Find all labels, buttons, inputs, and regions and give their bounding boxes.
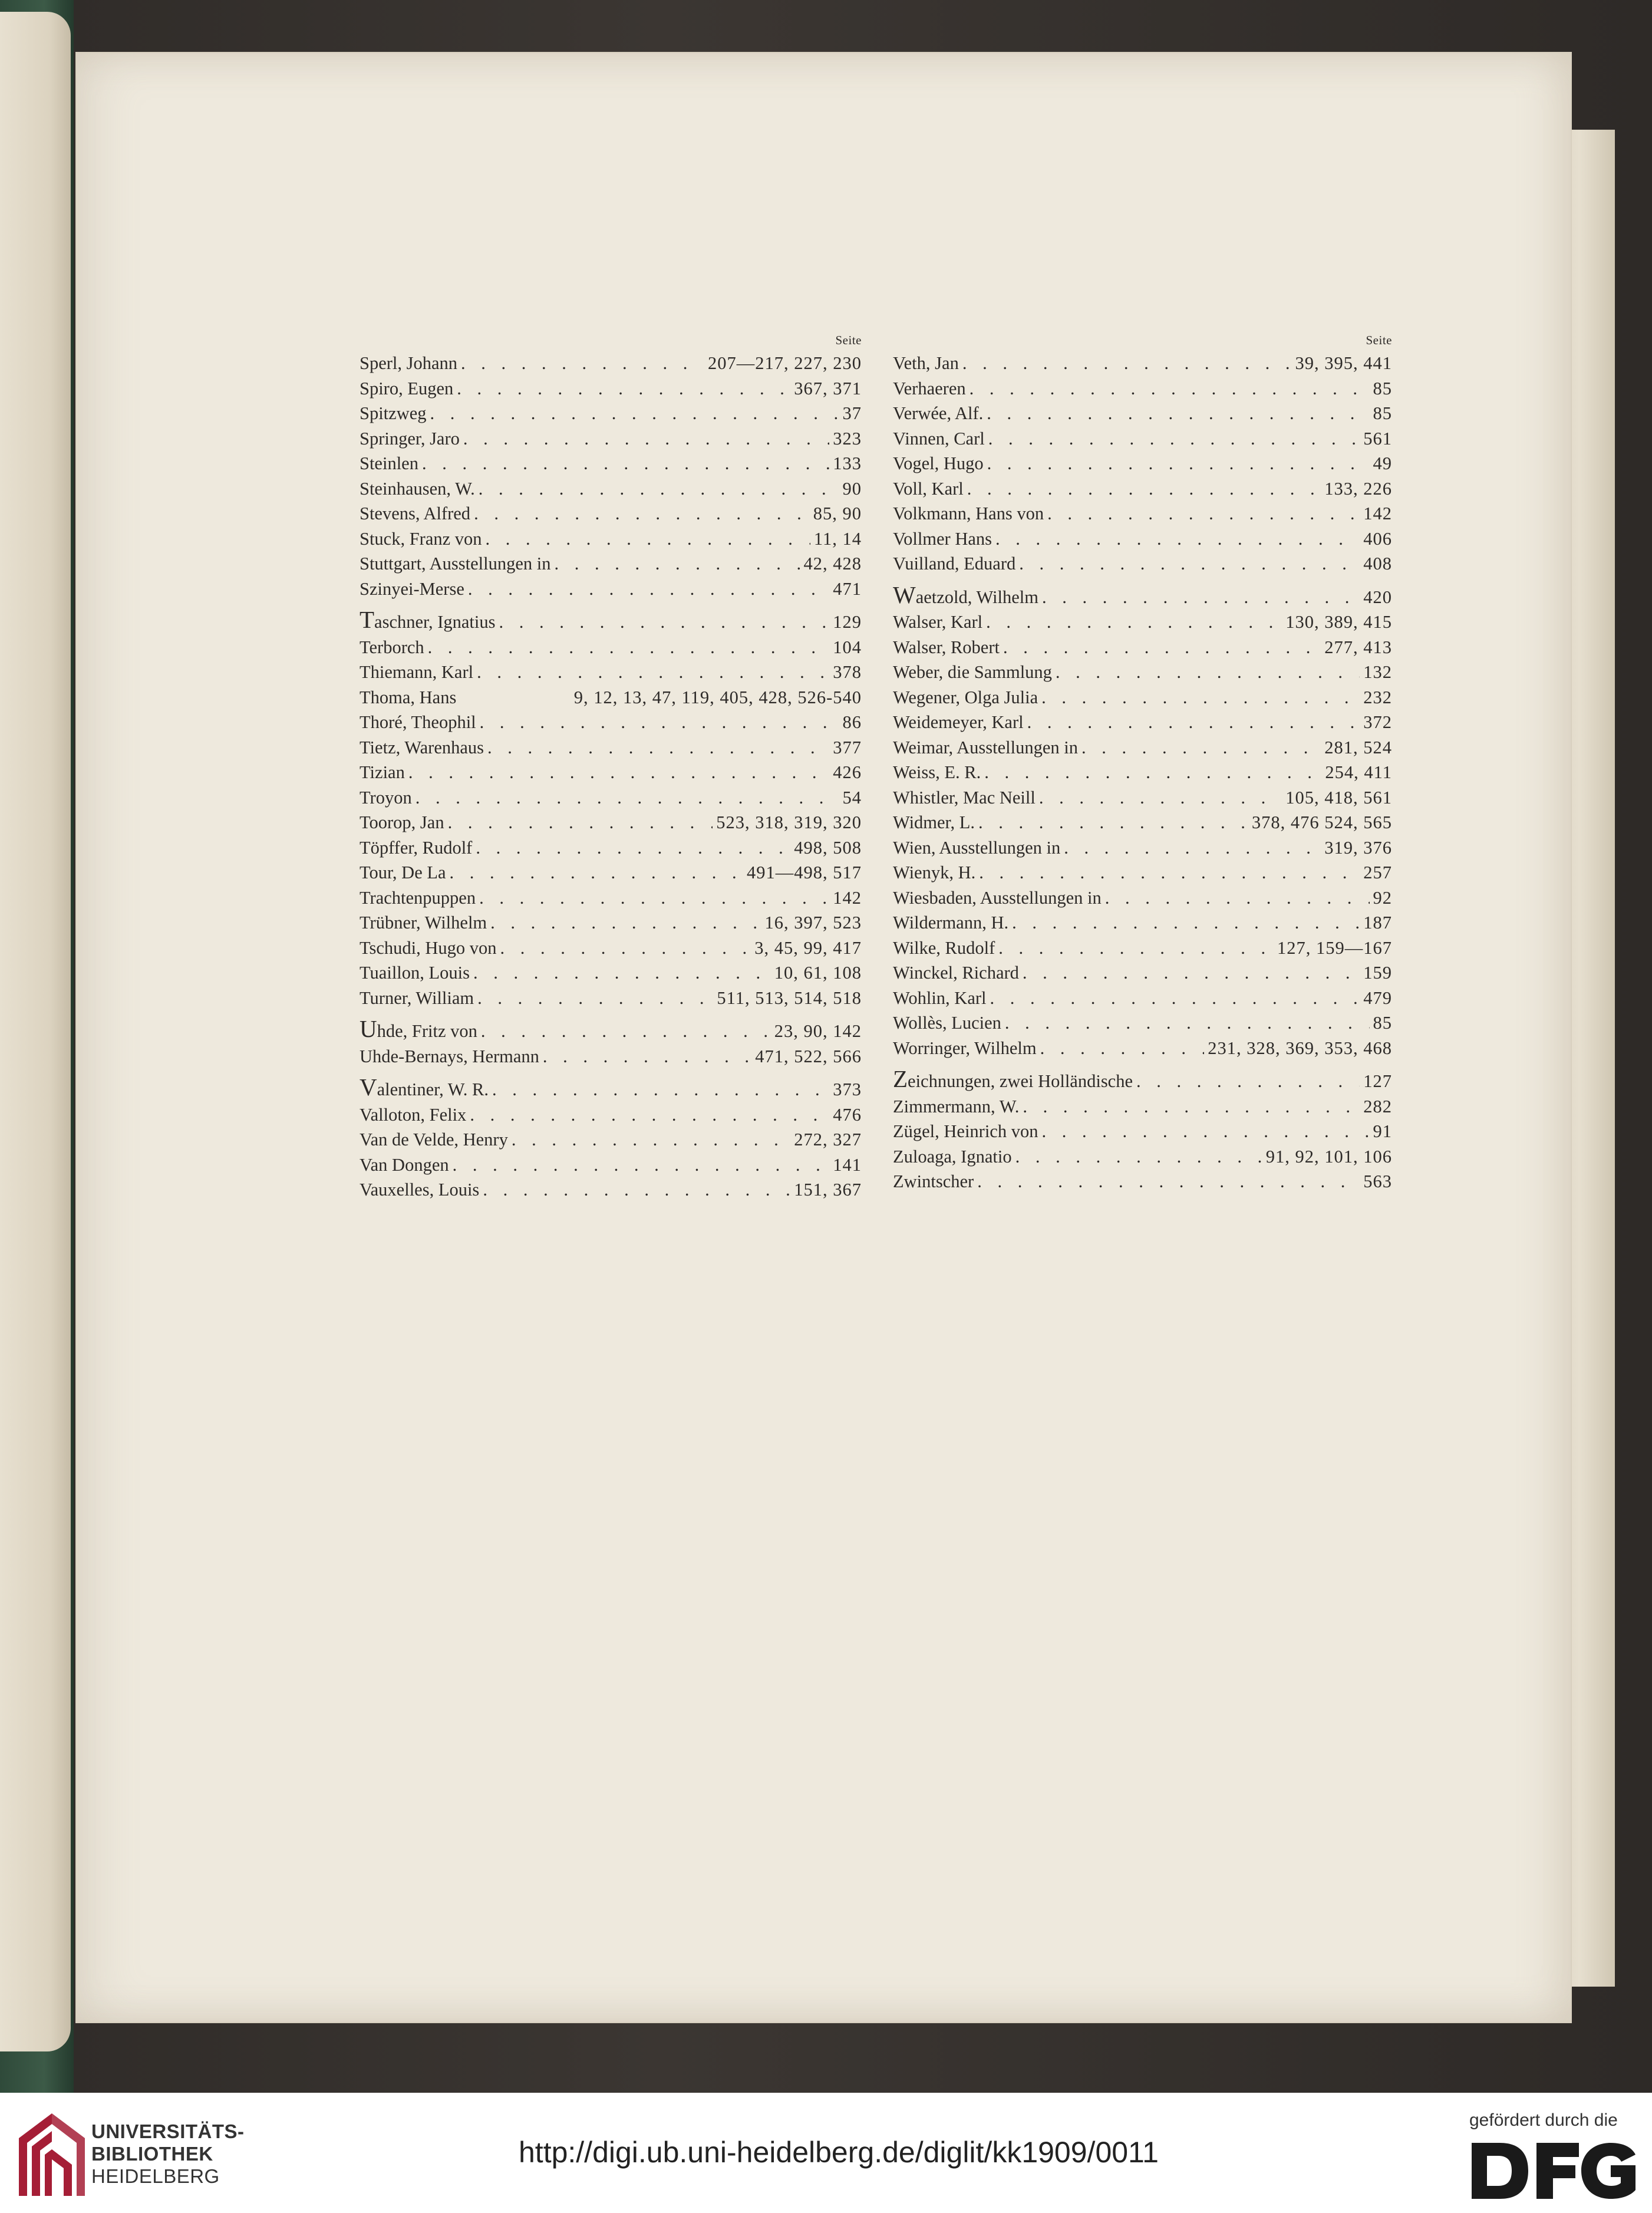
column-header-seite: Seite: [835, 333, 862, 347]
entry-pages: 282: [1363, 1096, 1392, 1117]
index-entry: [360, 1102, 862, 1128]
leader-dots: [468, 577, 829, 602]
index-entries-left: [360, 351, 862, 1203]
leader-dots: [1040, 1036, 1205, 1061]
leader-dots: [490, 910, 761, 936]
entry-name: [893, 581, 1038, 610]
entry-name-text: aetzold, Wilhelm: [915, 587, 1038, 607]
leader-dots: [481, 1019, 771, 1044]
index-entry: [360, 885, 862, 911]
entry-name: Vollmer Hans: [893, 528, 992, 549]
index-entry: [893, 635, 1392, 660]
entry-name: Thiemann, Karl: [360, 662, 474, 682]
entry-name: Valloton, Felix: [360, 1104, 467, 1125]
leader-dots: [978, 810, 1248, 835]
entry-pages: 151, 367: [794, 1180, 862, 1200]
leader-dots: [474, 501, 810, 526]
index-entry: [360, 710, 862, 735]
entry-pages: 406: [1363, 528, 1392, 549]
entry-name: Walser, Karl: [893, 612, 983, 632]
entry-name: Tschudi, Hugo von: [360, 937, 497, 958]
leader-dots: [479, 885, 829, 911]
index-entry: [360, 735, 862, 760]
section-initial: Z: [893, 1065, 908, 1092]
leader-dots: [998, 936, 1274, 961]
index-entry: [360, 986, 862, 1011]
library-name-line: HEIDELBERG: [91, 2165, 220, 2187]
entry-name: Spiro, Eugen: [360, 378, 454, 399]
entry-name: Walser, Robert: [893, 637, 1000, 657]
entry-pages: 129: [833, 612, 862, 632]
leader-dots: [500, 936, 751, 961]
index-entry: [893, 685, 1392, 710]
entry-name: Vogel, Hugo: [893, 453, 984, 473]
index-entry: [893, 986, 1392, 1011]
leader-dots: [990, 986, 1360, 1011]
index-entry: [360, 606, 862, 635]
entry-name: Weiss, E. R.: [893, 762, 981, 782]
entry-pages: 319, 376: [1324, 837, 1392, 858]
leader-dots: [987, 401, 1369, 426]
entry-pages: 367, 371: [794, 378, 862, 399]
entry-name: Stuck, Franz von: [360, 528, 482, 549]
entry-name: Stevens, Alfred: [360, 503, 471, 523]
leader-dots: [461, 351, 704, 376]
leader-dots: [1042, 585, 1360, 610]
entry-pages: 37: [842, 403, 862, 423]
entry-name: Zwintscher: [893, 1171, 974, 1191]
entry-name: Terborch: [360, 637, 424, 657]
entry-pages: 130, 389, 415: [1285, 612, 1392, 632]
leader-dots: [422, 451, 829, 476]
entry-pages: 257: [1363, 862, 1392, 882]
entry-pages: 10, 61, 108: [774, 963, 862, 983]
leader-dots: [448, 810, 713, 835]
index-entry: [893, 1065, 1392, 1094]
index-entry: [360, 476, 862, 502]
index-entry: [893, 910, 1392, 936]
index-entry: [360, 1152, 862, 1178]
entry-name: Zimmermann, W.: [893, 1096, 1020, 1117]
index-entry: [893, 526, 1392, 552]
entry-name: Voll, Karl: [893, 478, 964, 499]
entry-pages: 133: [833, 453, 862, 473]
entry-pages: 231, 328, 369, 353, 468: [1208, 1038, 1392, 1058]
index-entry: [893, 860, 1392, 885]
leader-dots: [476, 835, 790, 861]
entry-pages: 142: [833, 887, 862, 908]
leader-dots: [543, 1044, 751, 1069]
entry-name: Van Dongen: [360, 1154, 449, 1175]
index-entry: [360, 501, 862, 526]
entry-pages: 85: [1373, 378, 1392, 399]
index-entry: [360, 660, 862, 685]
entry-pages: 159: [1363, 963, 1392, 983]
leader-dots: [512, 1127, 790, 1152]
index-entry: [360, 451, 862, 476]
entry-name: Troyon: [360, 787, 412, 808]
index-entry: [893, 376, 1392, 401]
entry-pages: 16, 397, 523: [764, 913, 862, 933]
leader-dots: [1041, 685, 1360, 710]
entry-pages: 254, 411: [1325, 762, 1392, 782]
entry-name: Whistler, Mac Neill: [893, 787, 1036, 808]
index-entry: [360, 551, 862, 577]
index-entry: [893, 936, 1392, 961]
entry-name: Trachtenpuppen: [360, 887, 476, 908]
index-entry: [360, 835, 862, 861]
entry-name: Widmer, L.: [893, 812, 975, 832]
entry-pages: 91: [1373, 1121, 1392, 1141]
entry-pages: 90: [842, 478, 862, 499]
entry-name: Trübner, Wilhelm: [360, 913, 487, 933]
leader-dots: [1039, 785, 1282, 811]
index-entry: [893, 1010, 1392, 1036]
leader-dots: [450, 860, 743, 885]
entry-pages: 187: [1363, 913, 1392, 933]
entry-name: Töpffer, Rudolf: [360, 837, 473, 858]
leader-dots: [1015, 1144, 1262, 1170]
entry-name-text: hde, Fritz von: [377, 1021, 477, 1041]
leader-dots: [1027, 710, 1360, 735]
entry-name: Stuttgart, Ausstellungen in: [360, 554, 551, 574]
entry-pages: 272, 327: [794, 1129, 862, 1150]
entry-name: Veth, Jan: [893, 353, 959, 373]
index-entry: [360, 1073, 862, 1102]
leader-dots: [986, 610, 1282, 635]
index-entry: [360, 685, 862, 710]
entry-name: Weidemeyer, Karl: [893, 712, 1024, 732]
leader-dots: [970, 376, 1370, 401]
entry-pages: 281, 524: [1324, 737, 1392, 758]
entry-pages: 9, 12, 13, 47, 119, 405, 428, 526-540: [573, 687, 862, 707]
leader-dots: [463, 426, 829, 452]
entry-pages: 104: [833, 637, 862, 657]
section-initial: W: [893, 581, 916, 608]
entry-pages: 142: [1363, 503, 1392, 523]
entry-pages: 141: [833, 1154, 862, 1175]
leader-dots: [1064, 835, 1321, 861]
entry-pages: 42, 428: [803, 554, 862, 574]
index-entry: [360, 910, 862, 936]
entry-pages: 127, 159—167: [1277, 937, 1392, 958]
university-library-name: [91, 2120, 245, 2188]
entry-pages: 91, 92, 101, 106: [1265, 1146, 1392, 1167]
leader-dots: [967, 476, 1321, 502]
section-initial: T: [360, 606, 375, 633]
column-header-seite: Seite: [1366, 333, 1392, 347]
entry-name-text: alentiner, W. R.: [377, 1079, 489, 1099]
entry-name: Tuaillon, Louis: [360, 963, 470, 983]
entry-name: Worringer, Wilhelm: [893, 1038, 1037, 1058]
index-entry: [893, 426, 1392, 452]
index-column-left: [360, 333, 862, 1203]
index-entry: [893, 451, 1392, 476]
index-entries-right: [893, 351, 1392, 1194]
leader-dots: [479, 476, 839, 502]
leader-dots: [995, 526, 1360, 552]
entry-pages: 85: [1373, 403, 1392, 423]
leader-dots: [408, 760, 829, 785]
entry-pages: 85: [1373, 1013, 1392, 1033]
leader-dots: [1003, 635, 1321, 660]
index-entry: [360, 785, 862, 811]
entry-pages: 277, 413: [1324, 637, 1392, 657]
entry-pages: 523, 318, 319, 320: [716, 812, 862, 832]
index-entry: [360, 860, 862, 885]
index-entry: [360, 760, 862, 785]
index-entry: [360, 1177, 862, 1203]
index-entry: [893, 501, 1392, 526]
entry-name: Weimar, Ausstellungen in: [893, 737, 1078, 758]
index-entry: [360, 376, 862, 401]
permalink-url[interactable]: http://digi.ub.uni-heidelberg.de/diglit/kk1909/0011: [519, 2136, 1159, 2169]
leader-dots: [1012, 910, 1360, 936]
leader-dots: [1041, 1119, 1369, 1144]
section-initial: U: [360, 1015, 377, 1042]
index-entry: [893, 810, 1392, 835]
index-entry: [893, 735, 1392, 760]
entry-name: Tizian: [360, 762, 405, 782]
leader-dots: [430, 401, 839, 426]
leader-dots: [987, 451, 1370, 476]
entry-name: Sperl, Johann: [360, 353, 458, 373]
entry-name: Vinnen, Carl: [893, 428, 985, 449]
entry-pages: 511, 513, 514, 518: [717, 987, 862, 1008]
entry-name: Vuilland, Eduard: [893, 554, 1016, 574]
entry-pages: 471, 522, 566: [755, 1046, 862, 1066]
entry-pages: 11, 14: [813, 528, 862, 549]
leader-dots: [988, 426, 1360, 452]
library-name-line: UNIVERSITÄTS-: [91, 2120, 245, 2142]
entry-pages: 420: [1363, 587, 1392, 607]
entry-name-text: aschner, Ignatius: [374, 612, 496, 632]
entry-pages: 479: [1363, 987, 1392, 1008]
leader-dots: [477, 660, 829, 685]
entry-pages: 471: [833, 578, 862, 599]
leader-dots: [979, 860, 1360, 885]
index-entry: [893, 760, 1392, 785]
leader-dots: [470, 1102, 829, 1128]
entry-name: [893, 1065, 1133, 1094]
leader-dots: [416, 785, 839, 811]
entry-name: Spitzweg: [360, 403, 427, 423]
leader-dots: [499, 610, 829, 635]
entry-name: Wilke, Rudolf: [893, 937, 995, 958]
leader-dots: [492, 1077, 829, 1102]
entry-pages: 23, 90, 142: [774, 1021, 862, 1041]
index-entry: [893, 1119, 1392, 1144]
entry-name: Vauxelles, Louis: [360, 1180, 480, 1200]
entry-name: Volkmann, Hans von: [893, 503, 1044, 523]
entry-name: Toorop, Jan: [360, 812, 444, 832]
entry-pages: 377: [833, 737, 862, 758]
leader-dots: [1023, 1094, 1360, 1119]
index-entry: [893, 885, 1392, 911]
entry-name: Tietz, Warenhaus: [360, 737, 484, 758]
leader-dots: [554, 551, 800, 577]
index-entry: [893, 835, 1392, 861]
leader-dots: [473, 960, 771, 986]
index-entry: [360, 526, 862, 552]
entry-name: Uhde-Bernays, Hermann: [360, 1046, 539, 1066]
entry-pages: 105, 418, 561: [1285, 787, 1392, 808]
leader-dots: [1047, 501, 1360, 526]
index-entry: [360, 1127, 862, 1152]
entry-pages: 133, 226: [1324, 478, 1392, 499]
index-entry: [893, 710, 1392, 735]
entry-pages: 86: [842, 712, 862, 732]
entry-name: Verhaeren: [893, 378, 966, 399]
index-entry: [360, 577, 862, 602]
entry-pages: 561: [1363, 428, 1392, 449]
entry-pages: 323: [833, 428, 862, 449]
leader-dots: [453, 1152, 830, 1178]
leader-dots: [1023, 960, 1360, 986]
index-entry: [893, 476, 1392, 502]
leader-dots: [483, 1177, 790, 1203]
entry-name: Wollès, Lucien: [893, 1013, 1001, 1033]
entry-pages: 39, 395, 441: [1295, 353, 1392, 373]
entry-name: Turner, William: [360, 987, 474, 1008]
entry-pages: 426: [833, 762, 862, 782]
entry-name: Steinlen: [360, 453, 418, 473]
index-entry: [893, 401, 1392, 426]
entry-pages: 49: [1373, 453, 1392, 473]
index-entry: [360, 1015, 862, 1044]
entry-name: Van de Velde, Henry: [360, 1129, 508, 1150]
leader-dots: [1005, 1010, 1370, 1036]
entry-name: Wildermann, H.: [893, 913, 1009, 933]
entry-name: Wohlin, Karl: [893, 987, 987, 1008]
leader-dots: [1105, 885, 1370, 911]
entry-name: Wien, Ausstellungen in: [893, 837, 1061, 858]
entry-name: Steinhausen, W.: [360, 478, 475, 499]
index-entry: [893, 610, 1392, 635]
entry-name: Wiesbaden, Ausstellungen in: [893, 887, 1102, 908]
facing-page-edge: [0, 12, 71, 2051]
leader-dots: [1081, 735, 1321, 760]
index-entry: [893, 785, 1392, 811]
entry-name: [360, 1015, 477, 1044]
leader-dots: [977, 1169, 1360, 1194]
entry-name: Zügel, Heinrich von: [893, 1121, 1038, 1141]
index-entry: [360, 960, 862, 986]
library-name-line: BIBLIOTHEK: [91, 2143, 213, 2165]
index-column-right: [893, 333, 1392, 1194]
index-entry: [360, 635, 862, 660]
leader-dots: [457, 376, 790, 401]
index-entry: [893, 551, 1392, 577]
entry-pages: 563: [1363, 1171, 1392, 1191]
index-entry: [893, 1169, 1392, 1194]
index-page: [77, 53, 1571, 2022]
index-entry: [893, 1144, 1392, 1170]
entry-name: Springer, Jaro: [360, 428, 460, 449]
index-entry: [893, 960, 1392, 986]
index-entry: [893, 581, 1392, 610]
leader-dots: [486, 526, 810, 552]
dfg-logo-icon: [1472, 2143, 1635, 2199]
index-entry: [360, 810, 862, 835]
entry-name-text: eichnungen, zwei Holländische: [908, 1071, 1133, 1091]
leader-dots: [480, 710, 839, 735]
index-entry: [360, 936, 862, 961]
leader-dots: [428, 635, 830, 660]
university-library-logo-icon: [19, 2113, 85, 2196]
leader-dots: [477, 986, 713, 1011]
leader-dots: [487, 735, 829, 760]
entry-pages: 232: [1363, 687, 1392, 707]
entry-pages: 85, 90: [813, 503, 862, 523]
index-entry: [360, 426, 862, 452]
entry-pages: 127: [1363, 1071, 1392, 1091]
index-entry: [893, 660, 1392, 685]
entry-name: Szinyei-Merse: [360, 578, 464, 599]
leader-dots: [1019, 551, 1360, 577]
section-initial: V: [360, 1073, 377, 1101]
entry-name: Verwée, Alf.: [893, 403, 984, 423]
entry-name: Tour, De La: [360, 862, 446, 882]
index-entry: [360, 351, 862, 376]
entry-name: Wienyk, H.: [893, 862, 976, 882]
entry-name: Wegener, Olga Julia: [893, 687, 1038, 707]
entry-pages: 3, 45, 99, 417: [754, 937, 862, 958]
entry-name: [360, 1073, 489, 1102]
entry-pages: 373: [833, 1079, 862, 1099]
index-entry: [360, 401, 862, 426]
entry-name: Zuloaga, Ignatio: [893, 1146, 1012, 1167]
entry-pages: 54: [842, 787, 862, 808]
leader-dots: [1136, 1069, 1360, 1094]
entry-name: [360, 606, 496, 635]
index-entry: [893, 1036, 1392, 1061]
funding-note: gefördert durch die: [1469, 2110, 1618, 2130]
entry-pages: 408: [1363, 554, 1392, 574]
index-entry: [893, 351, 1392, 376]
entry-pages: 378, 476 524, 565: [1251, 812, 1392, 832]
index-entry: [360, 1044, 862, 1069]
entry-pages: 207—217, 227, 230: [708, 353, 862, 373]
leader-dots: [1056, 660, 1360, 685]
entry-pages: 476: [833, 1104, 862, 1125]
entry-name: Winckel, Richard: [893, 963, 1019, 983]
entry-pages: 378: [833, 662, 862, 682]
entry-pages: 491—498, 517: [747, 862, 862, 882]
entry-name: Thoré, Theophil: [360, 712, 476, 732]
entry-pages: 498, 508: [794, 837, 862, 858]
entry-name: Weber, die Sammlung: [893, 662, 1052, 682]
entry-name: Thoma, Hans: [360, 687, 457, 707]
digitization-footer: [0, 2093, 1652, 2213]
index-entry: [893, 1094, 1392, 1119]
entry-pages: 372: [1363, 712, 1392, 732]
leader-dots: [984, 760, 1321, 785]
entry-pages: 132: [1363, 662, 1392, 682]
leader-dots: [962, 351, 1292, 376]
entry-pages: 92: [1373, 887, 1392, 908]
